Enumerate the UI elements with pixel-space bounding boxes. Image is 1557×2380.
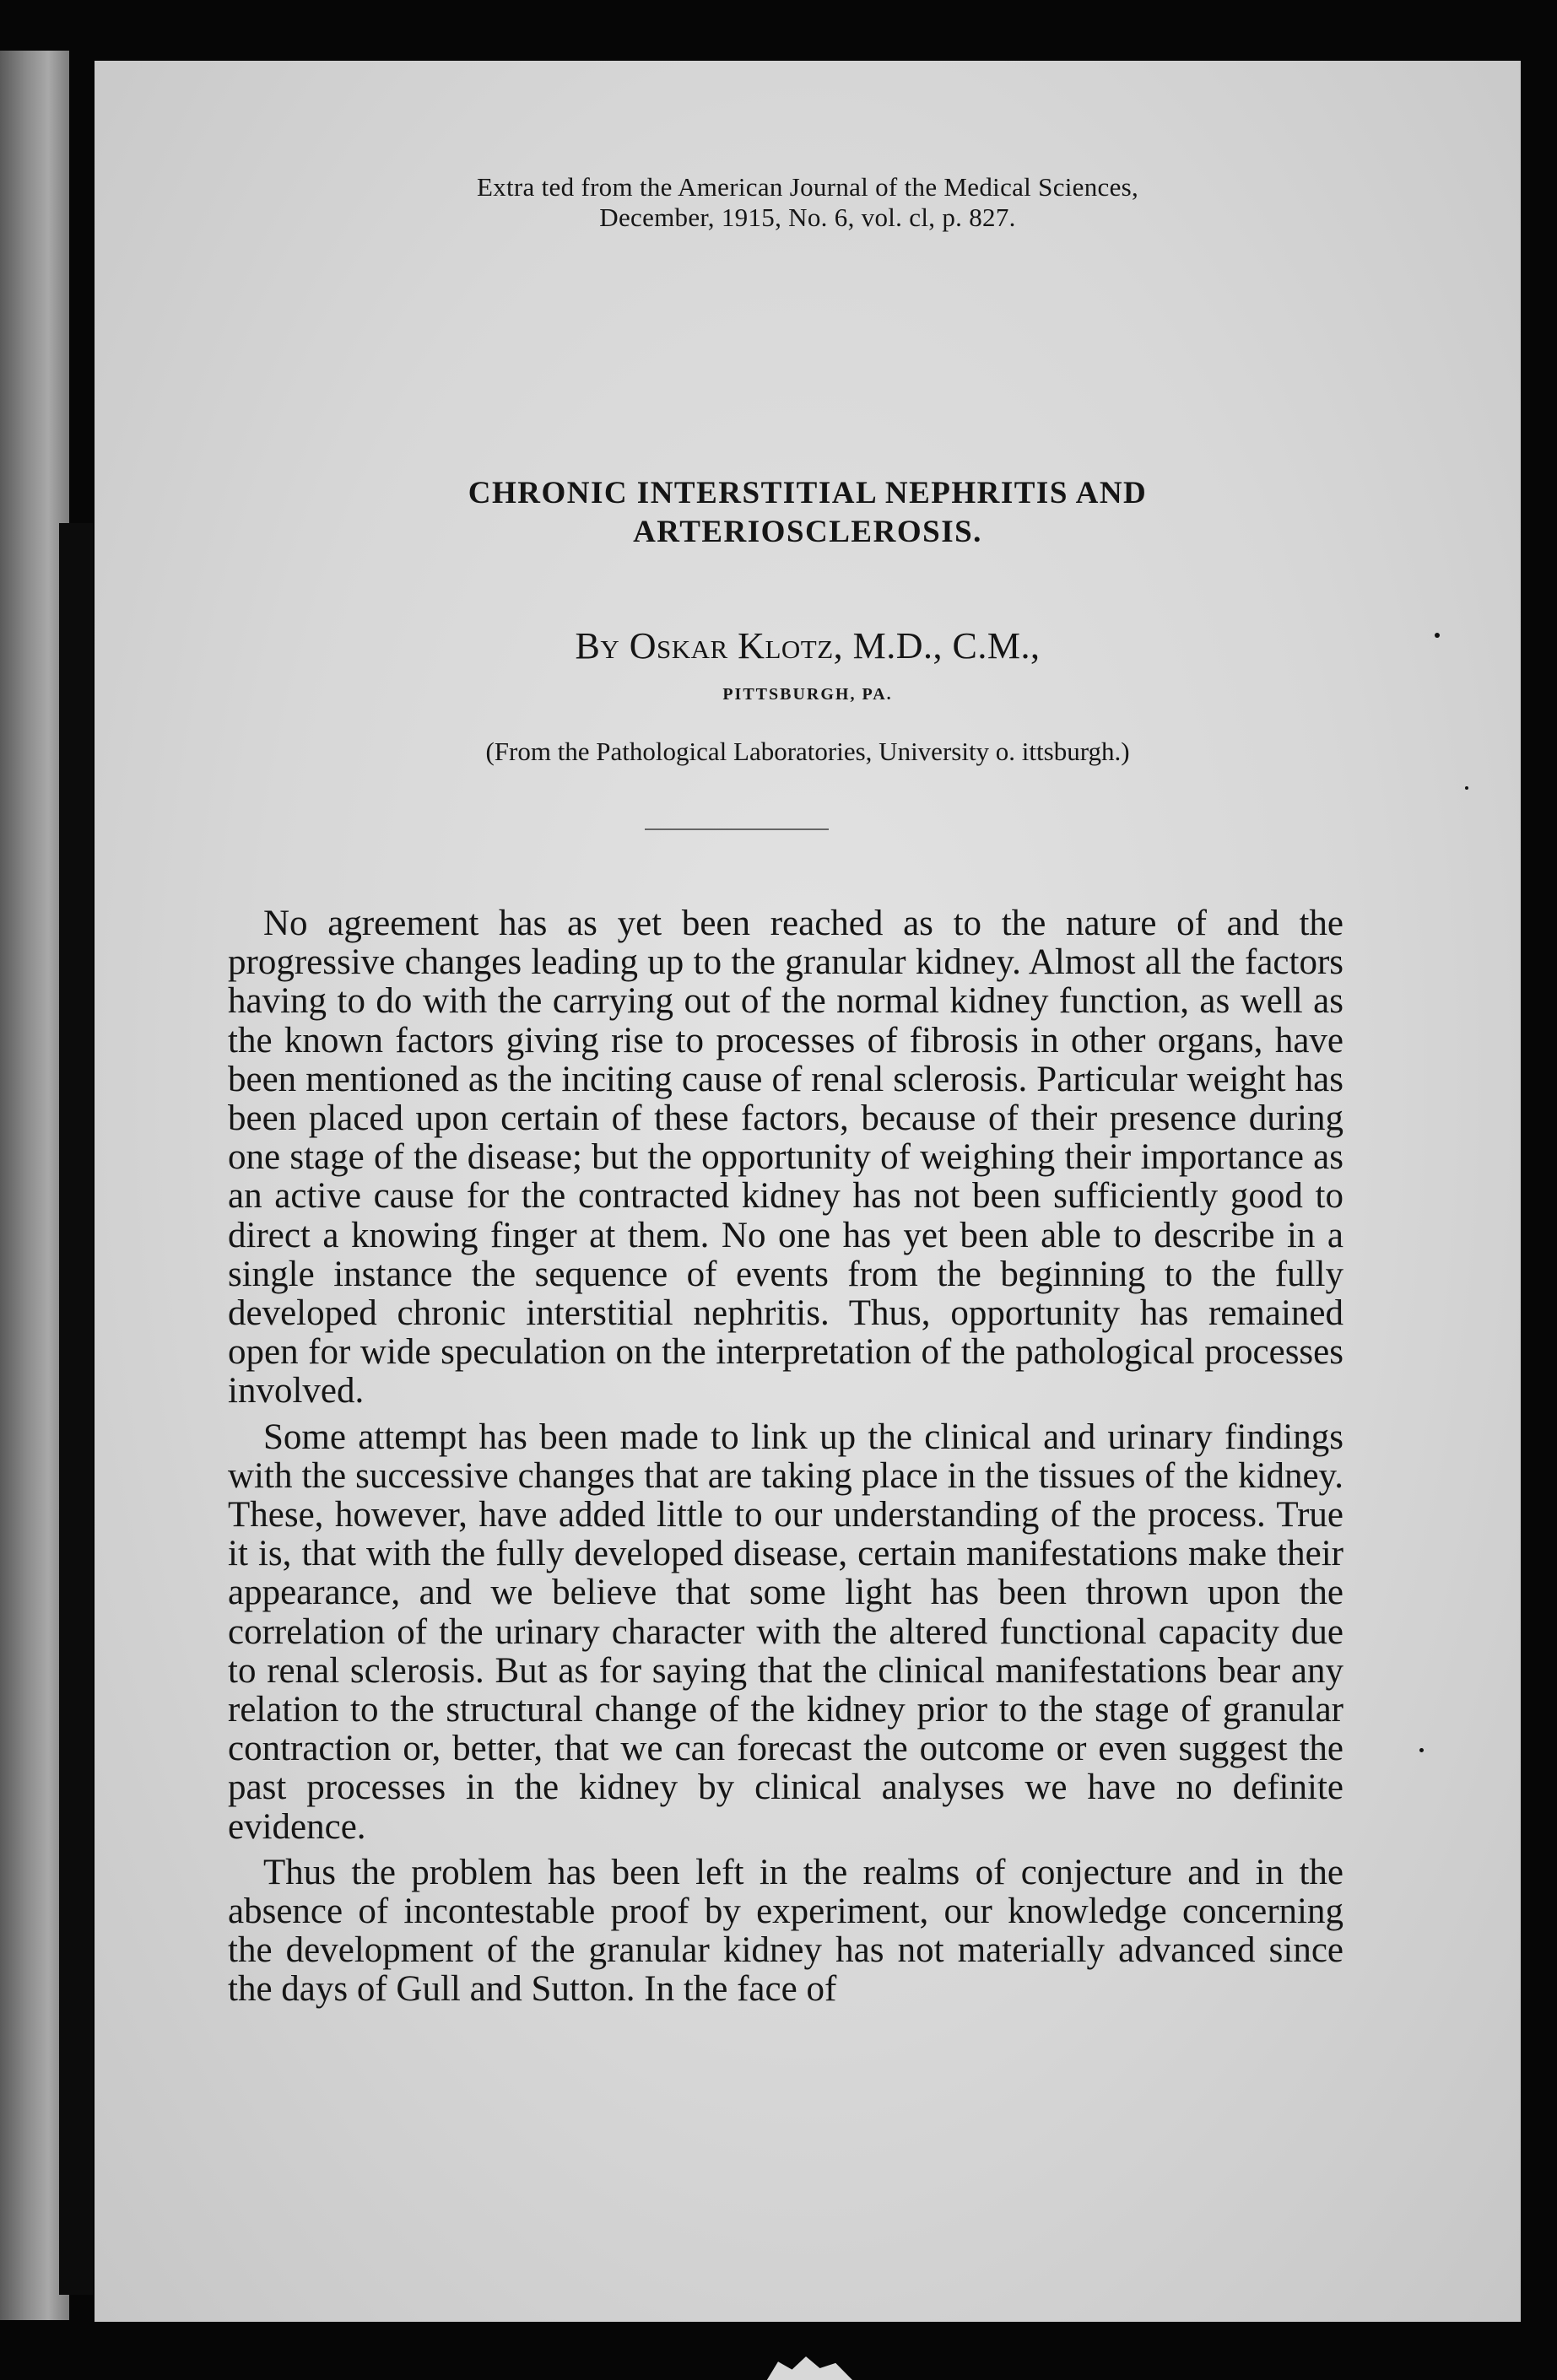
section-divider (645, 828, 829, 830)
document-page (95, 61, 1521, 2322)
extract-note-line-2: December, 1915, No. 6, vol. cl, p. 827. (599, 202, 1016, 232)
extract-note-line-1: Extra ted from the American Journal of the Medical Sciences, (476, 172, 1139, 202)
article-title-line-2: ARTERIOSCLEROSIS. (633, 515, 982, 549)
scan-speck (1435, 633, 1440, 638)
author-affiliation: (From the Pathological Laboratories, University o. ittsburgh.) (485, 737, 1130, 766)
scan-artifact (760, 2354, 852, 2380)
scan-speck (1465, 786, 1468, 790)
author-byline: By Oskar Klotz, M.D., C.M., (575, 625, 1041, 667)
scan-speck (1419, 1748, 1424, 1752)
article-body (228, 904, 1343, 2010)
body-paragraph-2: Some attempt has been made to link up the clinical and urinary findings with the successive changes that are taking place in the tissues of the kidney. These, however, have added little to our understanding of the process. True it is, that with the fully developed disease, certain manifestations make their appearance, and we believe that some light has been thrown upon the correlation of the urinary character with the altered functional capacity due to renal sclerosis. But as for saying that the clinical manifestations bear any relation to the structural change of the kidney prior to the stage of granular contraction or, better, that we can forecast the outcome or even suggest the past processes in the kidney by clinical analyses we have no definite evidence. (228, 1417, 1343, 1847)
extract-note (95, 172, 1521, 233)
gutter-shadow (59, 523, 93, 2295)
body-paragraph-1: No agreement has as yet been reached as to the nature of and the progressive changes leading up to the granular kidney. Almost all the factors having to do with the carrying out of the normal kidney function, as well as the known factors giving rise to processes of fibrosis in other organs, have been mentioned as the inciting cause of renal sclerosis. Particular weight has been placed upon certain of these factors, because of their presence during one stage of the disease; but the opportunity of weighing their importance as an active cause for the contracted kidney has not been sufficiently good to direct a knowing finger at them. No one has yet been able to describe in a single instance the sequence of events from the beginning to the fully developed chronic interstitial nephritis. Thus, opportunity has remained open for wide speculation on the interpretation of the pathological processes involved. (228, 904, 1343, 1411)
article-title (95, 474, 1521, 552)
author-location: PITTSBURGH, PA. (722, 685, 893, 704)
article-title-line-1: CHRONIC INTERSTITIAL NEPHRITIS AND (468, 476, 1148, 510)
body-paragraph-3: Thus the problem has been left in the realms of conjecture and in the absence of incontestable proof by experiment, our knowledge concerning the development of the granular kidney has not materially advanced since the days of Gull and Sutton. In the face of (228, 1852, 1343, 2010)
